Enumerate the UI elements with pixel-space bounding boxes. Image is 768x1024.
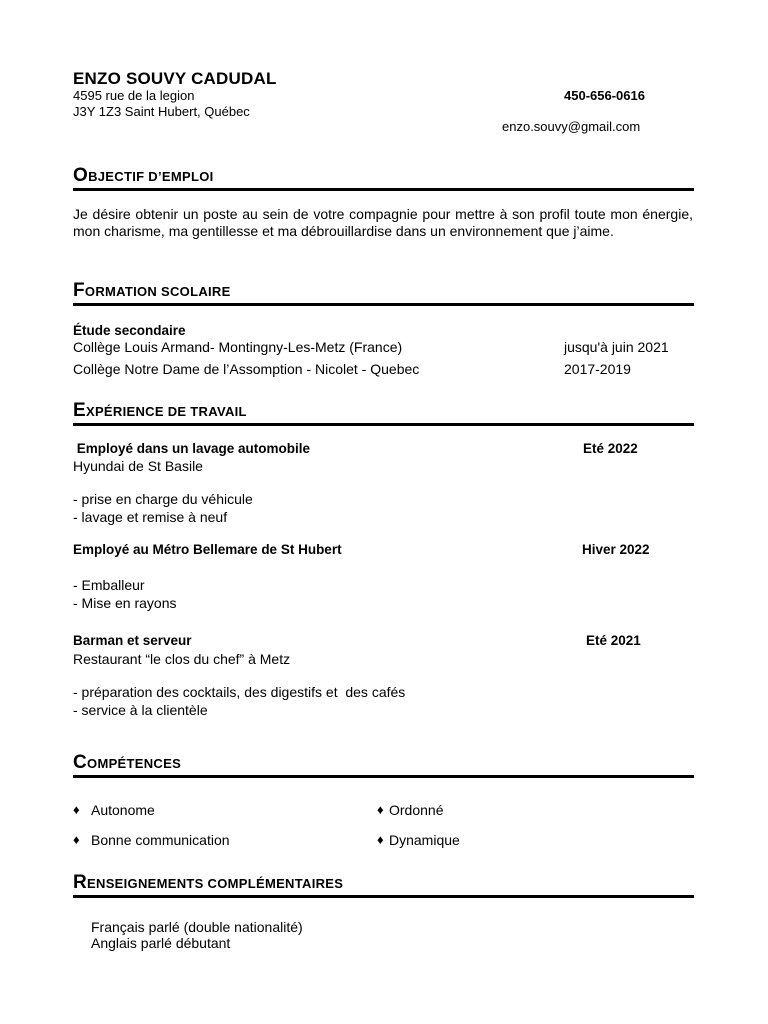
job-position: Employé au Métro Bellemare de St Hubert (73, 542, 342, 557)
objective-text: Je désire obtenir un poste au sein de votre compagnie pour mettre à son profil toute mon énergie, mon charisme, ma gentillesse et ma débrouillardise dans un environnement que j’aime. (73, 206, 693, 239)
address-line-2: J3Y 1Z3 Saint Hubert, Québec (73, 104, 250, 119)
job-task: - Mise en rayons (73, 595, 177, 611)
job-date: Hiver 2022 (582, 542, 650, 557)
job-task: - prise en charge du véhicule (73, 491, 253, 507)
education-date: 2017-2019 (564, 361, 631, 377)
job-position: Employé dans un lavage automobile (73, 441, 311, 456)
skill-item: Autonome (91, 802, 155, 818)
skill-item: Bonne communication (91, 832, 230, 848)
job-task: - Emballeur (73, 577, 145, 593)
section-title-experience: EXPÉRIENCE DE TRAVAIL (73, 401, 694, 426)
skill-bullet-icon: ♦ (377, 832, 384, 847)
section-title-education: FORMATION SCOLAIRE (73, 281, 694, 306)
section-title-additional: RENSEIGNEMENTS COMPLÉMENTAIRES (73, 873, 694, 898)
section-title-skills: COMPÉTENCES (73, 753, 694, 778)
job-date: Eté 2021 (586, 633, 641, 648)
skill-bullet-icon: ♦ (73, 832, 80, 847)
education-school: Collège Louis Armand- Montingny-Les-Metz (France) (73, 339, 403, 355)
job-task: - lavage et remise à neuf (73, 509, 228, 525)
skill-item: Ordonné (389, 802, 444, 818)
section-title-objective: OBJECTIF D’EMPLOI (73, 166, 694, 191)
phone-number: 450-656-0616 (564, 88, 645, 103)
job-employer: Hyundai de St Basile (73, 458, 203, 474)
skill-bullet-icon: ♦ (73, 802, 80, 817)
email-address[interactable]: enzo.souvy@gmail.com (502, 119, 641, 134)
education-level: Étude secondaire (73, 323, 186, 338)
address-line-1: 4595 rue de la legion (73, 88, 195, 103)
additional-item: Français parlé (double nationalité) (91, 919, 303, 935)
job-task: - service à la clientèle (73, 702, 208, 718)
skill-item: Dynamique (389, 832, 460, 848)
education-school: Collège Notre Dame de l’Assomption - Nicolet - Quebec (73, 361, 420, 377)
job-task: - préparation des cocktails, des digestifs et des cafés (73, 684, 406, 700)
job-position: Barman et serveur (73, 633, 192, 648)
skill-bullet-icon: ♦ (377, 802, 384, 817)
education-date: jusqu'à juin 2021 (564, 339, 669, 355)
additional-item: Anglais parlé débutant (91, 935, 231, 951)
job-employer: Restaurant “le clos du chef” à Metz (73, 651, 291, 667)
job-date: Eté 2022 (583, 441, 638, 456)
candidate-name: ENZO SOUVY CADUDAL (73, 69, 277, 88)
